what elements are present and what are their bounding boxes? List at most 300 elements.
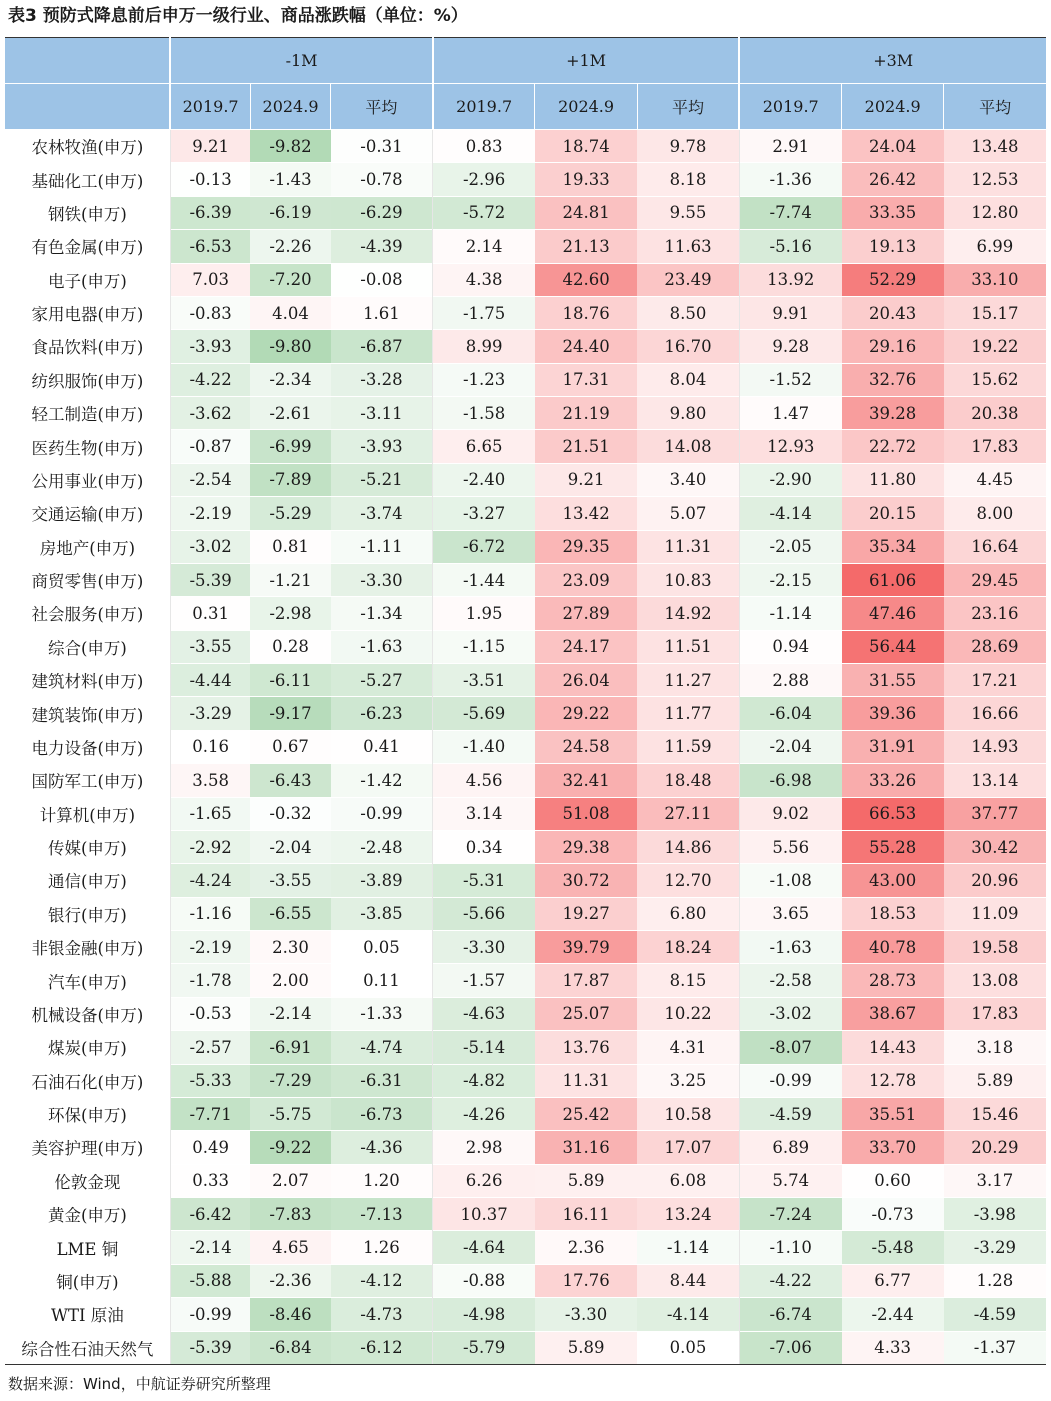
row-label: 国防军工(申万) — [5, 764, 170, 797]
value-cell: 11.51 — [637, 630, 739, 663]
row-label: 银行(申万) — [5, 897, 170, 930]
value-cell: 24.81 — [535, 196, 637, 229]
returns-table — [5, 37, 1046, 1365]
value-cell: -3.29 — [944, 1231, 1046, 1264]
table-row — [5, 196, 1046, 229]
value-cell: -6.19 — [250, 196, 330, 229]
value-cell: 16.64 — [944, 530, 1046, 563]
value-cell: -6.74 — [739, 1298, 841, 1331]
value-cell: -2.58 — [739, 964, 841, 997]
value-cell: 33.26 — [842, 764, 944, 797]
table-row — [5, 563, 1046, 596]
value-cell: -2.19 — [170, 497, 250, 530]
value-cell: -2.04 — [739, 730, 841, 763]
table-row — [5, 463, 1046, 496]
value-cell: 14.08 — [637, 430, 739, 463]
row-label: WTI 原油 — [5, 1298, 170, 1331]
value-cell: 33.35 — [842, 196, 944, 229]
value-cell: -6.53 — [170, 230, 250, 263]
value-cell: -2.98 — [250, 597, 330, 630]
value-cell: 12.78 — [842, 1064, 944, 1097]
value-cell: -6.39 — [170, 196, 250, 229]
value-cell: -1.34 — [331, 597, 433, 630]
row-label: 煤炭(申万) — [5, 1031, 170, 1064]
value-cell: -1.65 — [170, 797, 250, 830]
value-cell: 6.89 — [739, 1131, 841, 1164]
value-cell: 3.40 — [637, 463, 739, 496]
value-cell: 19.58 — [944, 931, 1046, 964]
value-cell: 2.30 — [250, 931, 330, 964]
value-cell: 39.79 — [535, 931, 637, 964]
value-cell: 10.37 — [433, 1198, 535, 1231]
value-cell: -3.85 — [331, 897, 433, 930]
table-row — [5, 397, 1046, 430]
value-cell: 0.28 — [250, 630, 330, 663]
value-cell: 1.47 — [739, 397, 841, 430]
value-cell: 13.48 — [944, 130, 1046, 163]
value-cell: 61.06 — [842, 563, 944, 596]
value-cell: -4.73 — [331, 1298, 433, 1331]
table-row — [5, 664, 1046, 697]
value-cell: 4.31 — [637, 1031, 739, 1064]
value-cell: 24.40 — [535, 330, 637, 363]
table-row — [5, 330, 1046, 363]
value-cell: 17.21 — [944, 664, 1046, 697]
value-cell: -6.31 — [331, 1064, 433, 1097]
value-cell: -1.63 — [739, 931, 841, 964]
value-cell: -5.33 — [170, 1064, 250, 1097]
row-label: 家用电器(申万) — [5, 296, 170, 329]
value-cell: -0.99 — [170, 1298, 250, 1331]
value-cell: 21.51 — [535, 430, 637, 463]
value-cell: -2.96 — [433, 163, 535, 196]
value-cell: 0.16 — [170, 730, 250, 763]
value-cell: 3.58 — [170, 764, 250, 797]
value-cell: -9.22 — [250, 1131, 330, 1164]
value-cell: -1.33 — [331, 997, 433, 1030]
value-cell: -7.29 — [250, 1064, 330, 1097]
group-header-plus-3m: +3M — [739, 38, 1046, 84]
value-cell: -4.26 — [433, 1097, 535, 1130]
value-cell: -2.05 — [739, 530, 841, 563]
table-row — [5, 1031, 1046, 1064]
row-label: 食品饮料(申万) — [5, 330, 170, 363]
row-label: 通信(申万) — [5, 864, 170, 897]
sub-header: 2024.9 — [250, 84, 330, 130]
value-cell: 6.65 — [433, 430, 535, 463]
table-row — [5, 964, 1046, 997]
value-cell: 19.13 — [842, 230, 944, 263]
value-cell: 42.60 — [535, 263, 637, 296]
row-label: 综合性石油天然气 — [5, 1331, 170, 1365]
value-cell: -2.04 — [250, 830, 330, 863]
table-row — [5, 630, 1046, 663]
value-cell: 0.49 — [170, 1131, 250, 1164]
value-cell: 30.42 — [944, 830, 1046, 863]
value-cell: 17.87 — [535, 964, 637, 997]
value-cell: 11.80 — [842, 463, 944, 496]
value-cell: 24.58 — [535, 730, 637, 763]
value-cell: 28.69 — [944, 630, 1046, 663]
row-label: 房地产(申万) — [5, 530, 170, 563]
row-label: 钢铁(申万) — [5, 196, 170, 229]
value-cell: 14.43 — [842, 1031, 944, 1064]
value-cell: 19.33 — [535, 163, 637, 196]
value-cell: -2.61 — [250, 397, 330, 430]
value-cell: 0.83 — [433, 130, 535, 163]
table-row — [5, 1164, 1046, 1197]
value-cell: -3.02 — [170, 530, 250, 563]
value-cell: 13.92 — [739, 263, 841, 296]
row-label: 机械设备(申万) — [5, 997, 170, 1030]
group-header-row — [5, 38, 1046, 84]
value-cell: -4.44 — [170, 664, 250, 697]
value-cell: -4.22 — [739, 1264, 841, 1297]
value-cell: 27.11 — [637, 797, 739, 830]
value-cell: -5.88 — [170, 1264, 250, 1297]
value-cell: -7.06 — [739, 1331, 841, 1365]
value-cell: -4.64 — [433, 1231, 535, 1264]
value-cell: 0.31 — [170, 597, 250, 630]
value-cell: -6.11 — [250, 664, 330, 697]
sub-header: 2024.9 — [535, 84, 637, 130]
value-cell: 18.74 — [535, 130, 637, 163]
value-cell: 26.04 — [535, 664, 637, 697]
value-cell: 16.11 — [535, 1198, 637, 1231]
value-cell: 33.70 — [842, 1131, 944, 1164]
value-cell: 10.58 — [637, 1097, 739, 1130]
value-cell: -5.66 — [433, 897, 535, 930]
group-header-minus-1m: -1M — [170, 38, 433, 84]
value-cell: -9.82 — [250, 130, 330, 163]
value-cell: 10.22 — [637, 997, 739, 1030]
value-cell: 17.31 — [535, 363, 637, 396]
value-cell: 15.46 — [944, 1097, 1046, 1130]
value-cell: 33.10 — [944, 263, 1046, 296]
row-label: 传媒(申万) — [5, 830, 170, 863]
value-cell: -6.29 — [331, 196, 433, 229]
value-cell: -3.93 — [331, 430, 433, 463]
value-cell: 5.89 — [944, 1064, 1046, 1097]
table-row — [5, 864, 1046, 897]
value-cell: -3.27 — [433, 497, 535, 530]
value-cell: 52.29 — [842, 263, 944, 296]
value-cell: 2.07 — [250, 1164, 330, 1197]
value-cell: 11.63 — [637, 230, 739, 263]
value-cell: 2.00 — [250, 964, 330, 997]
value-cell: -0.13 — [170, 163, 250, 196]
value-cell: -3.30 — [331, 563, 433, 596]
value-cell: -1.10 — [739, 1231, 841, 1264]
value-cell: 5.07 — [637, 497, 739, 530]
value-cell: -3.98 — [944, 1198, 1046, 1231]
row-label: 美容护理(申万) — [5, 1131, 170, 1164]
table-row — [5, 897, 1046, 930]
group-header-plus-1m: +1M — [433, 38, 740, 84]
value-cell: 25.42 — [535, 1097, 637, 1130]
value-cell: 37.77 — [944, 797, 1046, 830]
value-cell: 28.73 — [842, 964, 944, 997]
value-cell: 8.18 — [637, 163, 739, 196]
row-label: 农林牧渔(申万) — [5, 130, 170, 163]
value-cell: 5.56 — [739, 830, 841, 863]
value-cell: -1.15 — [433, 630, 535, 663]
value-cell: -8.46 — [250, 1298, 330, 1331]
table-row — [5, 1097, 1046, 1130]
value-cell: 11.59 — [637, 730, 739, 763]
value-cell: -4.22 — [170, 363, 250, 396]
value-cell: 9.91 — [739, 296, 841, 329]
value-cell: 13.76 — [535, 1031, 637, 1064]
value-cell: 3.18 — [944, 1031, 1046, 1064]
table-row — [5, 997, 1046, 1030]
value-cell: -1.78 — [170, 964, 250, 997]
value-cell: -1.43 — [250, 163, 330, 196]
sub-header: 2024.9 — [842, 84, 944, 130]
value-cell: -1.44 — [433, 563, 535, 596]
value-cell: 2.36 — [535, 1231, 637, 1264]
value-cell: -5.29 — [250, 497, 330, 530]
value-cell: 12.70 — [637, 864, 739, 897]
value-cell: -5.72 — [433, 196, 535, 229]
value-cell: -4.24 — [170, 864, 250, 897]
value-cell: -3.30 — [433, 931, 535, 964]
row-label: 电力设备(申万) — [5, 730, 170, 763]
value-cell: 0.94 — [739, 630, 841, 663]
table-row — [5, 363, 1046, 396]
table-row — [5, 1231, 1046, 1264]
value-cell: 8.99 — [433, 330, 535, 363]
table-row — [5, 797, 1046, 830]
value-cell: 13.24 — [637, 1198, 739, 1231]
value-cell: 0.05 — [331, 931, 433, 964]
value-cell: 35.51 — [842, 1097, 944, 1130]
value-cell: -7.89 — [250, 463, 330, 496]
value-cell: -3.28 — [331, 363, 433, 396]
value-cell: 17.83 — [944, 430, 1046, 463]
value-cell: 51.08 — [535, 797, 637, 830]
value-cell: 6.80 — [637, 897, 739, 930]
corner-cell — [5, 38, 170, 84]
value-cell: 4.56 — [433, 764, 535, 797]
value-cell: 32.76 — [842, 363, 944, 396]
value-cell: 6.99 — [944, 230, 1046, 263]
value-cell: -5.21 — [331, 463, 433, 496]
value-cell: 1.95 — [433, 597, 535, 630]
value-cell: 11.09 — [944, 897, 1046, 930]
value-cell: -3.55 — [250, 864, 330, 897]
row-label: 铜(申万) — [5, 1264, 170, 1297]
value-cell: 29.35 — [535, 530, 637, 563]
value-cell: -2.92 — [170, 830, 250, 863]
row-label: 石油石化(申万) — [5, 1064, 170, 1097]
value-cell: 13.14 — [944, 764, 1046, 797]
value-cell: -4.14 — [739, 497, 841, 530]
table-row — [5, 730, 1046, 763]
value-cell: 0.67 — [250, 730, 330, 763]
row-label: 轻工制造(申万) — [5, 397, 170, 430]
value-cell: -3.93 — [170, 330, 250, 363]
value-cell: -7.83 — [250, 1198, 330, 1231]
value-cell: 11.77 — [637, 697, 739, 730]
value-cell: 9.80 — [637, 397, 739, 430]
value-cell: -5.27 — [331, 664, 433, 697]
value-cell: -2.15 — [739, 563, 841, 596]
value-cell: -6.99 — [250, 430, 330, 463]
value-cell: 20.29 — [944, 1131, 1046, 1164]
value-cell: -0.99 — [739, 1064, 841, 1097]
value-cell: -4.98 — [433, 1298, 535, 1331]
value-cell: -0.08 — [331, 263, 433, 296]
value-cell: 8.15 — [637, 964, 739, 997]
value-cell: -1.52 — [739, 363, 841, 396]
value-cell: 31.55 — [842, 664, 944, 697]
value-cell: 47.46 — [842, 597, 944, 630]
value-cell: -1.11 — [331, 530, 433, 563]
value-cell: -1.42 — [331, 764, 433, 797]
value-cell: -4.59 — [739, 1097, 841, 1130]
value-cell: 18.24 — [637, 931, 739, 964]
value-cell: 18.53 — [842, 897, 944, 930]
value-cell: -2.36 — [250, 1264, 330, 1297]
value-cell: -2.54 — [170, 463, 250, 496]
value-cell: 39.36 — [842, 697, 944, 730]
value-cell: 6.77 — [842, 1264, 944, 1297]
value-cell: -0.87 — [170, 430, 250, 463]
value-cell: 4.38 — [433, 263, 535, 296]
value-cell: 3.65 — [739, 897, 841, 930]
row-label: 汽车(申万) — [5, 964, 170, 997]
value-cell: -6.55 — [250, 897, 330, 930]
value-cell: -4.36 — [331, 1131, 433, 1164]
table-row — [5, 1264, 1046, 1297]
value-cell: 24.17 — [535, 630, 637, 663]
value-cell: 4.65 — [250, 1231, 330, 1264]
value-cell: -4.39 — [331, 230, 433, 263]
value-cell: -4.12 — [331, 1264, 433, 1297]
value-cell: -2.48 — [331, 830, 433, 863]
value-cell: 17.07 — [637, 1131, 739, 1164]
value-cell: 2.91 — [739, 130, 841, 163]
table-row — [5, 1298, 1046, 1331]
value-cell: 20.96 — [944, 864, 1046, 897]
value-cell: -5.75 — [250, 1097, 330, 1130]
value-cell: 20.15 — [842, 497, 944, 530]
value-cell: -1.36 — [739, 163, 841, 196]
value-cell: 20.38 — [944, 397, 1046, 430]
table-row — [5, 764, 1046, 797]
row-label: 有色金属(申万) — [5, 230, 170, 263]
value-cell: 38.67 — [842, 997, 944, 1030]
value-cell: 3.17 — [944, 1164, 1046, 1197]
value-cell: 9.02 — [739, 797, 841, 830]
value-cell: 8.04 — [637, 363, 739, 396]
value-cell: -1.57 — [433, 964, 535, 997]
value-cell: -1.37 — [944, 1331, 1046, 1365]
value-cell: -5.69 — [433, 697, 535, 730]
table-row — [5, 530, 1046, 563]
value-cell: -3.30 — [535, 1298, 637, 1331]
value-cell: -0.32 — [250, 797, 330, 830]
value-cell: 1.28 — [944, 1264, 1046, 1297]
table-row — [5, 830, 1046, 863]
value-cell: -5.39 — [170, 1331, 250, 1365]
value-cell: 21.13 — [535, 230, 637, 263]
value-cell: -4.63 — [433, 997, 535, 1030]
value-cell: 35.34 — [842, 530, 944, 563]
value-cell: 5.89 — [535, 1164, 637, 1197]
value-cell: 9.78 — [637, 130, 739, 163]
row-label: 公用事业(申万) — [5, 463, 170, 496]
table-row — [5, 163, 1046, 196]
value-cell: -1.40 — [433, 730, 535, 763]
value-cell: 7.03 — [170, 263, 250, 296]
value-cell: 17.83 — [944, 997, 1046, 1030]
table-row — [5, 296, 1046, 329]
table-row — [5, 430, 1046, 463]
value-cell: -6.12 — [331, 1331, 433, 1365]
value-cell: 13.08 — [944, 964, 1046, 997]
value-cell: -1.21 — [250, 563, 330, 596]
value-cell: 5.89 — [535, 1331, 637, 1365]
value-cell: -3.55 — [170, 630, 250, 663]
value-cell: -3.11 — [331, 397, 433, 430]
row-label: 综合(申万) — [5, 630, 170, 663]
value-cell: -7.13 — [331, 1198, 433, 1231]
value-cell: -6.98 — [739, 764, 841, 797]
value-cell: -2.90 — [739, 463, 841, 496]
value-cell: -5.16 — [739, 230, 841, 263]
row-label: 基础化工(申万) — [5, 163, 170, 196]
row-label: 商贸零售(申万) — [5, 563, 170, 596]
value-cell: -1.08 — [739, 864, 841, 897]
value-cell: 29.16 — [842, 330, 944, 363]
value-cell: -2.14 — [170, 1231, 250, 1264]
value-cell: 14.92 — [637, 597, 739, 630]
value-cell: -5.14 — [433, 1031, 535, 1064]
row-label: 黄金(申万) — [5, 1198, 170, 1231]
row-label: 计算机(申万) — [5, 797, 170, 830]
value-cell: -3.74 — [331, 497, 433, 530]
value-cell: 29.22 — [535, 697, 637, 730]
value-cell: -0.53 — [170, 997, 250, 1030]
value-cell: 6.26 — [433, 1164, 535, 1197]
value-cell: 8.50 — [637, 296, 739, 329]
value-cell: 2.14 — [433, 230, 535, 263]
value-cell: 31.91 — [842, 730, 944, 763]
value-cell: -1.63 — [331, 630, 433, 663]
value-cell: -2.26 — [250, 230, 330, 263]
row-label: 环保(申万) — [5, 1097, 170, 1130]
value-cell: -6.04 — [739, 697, 841, 730]
value-cell: -3.62 — [170, 397, 250, 430]
value-cell: -0.78 — [331, 163, 433, 196]
value-cell: 0.60 — [842, 1164, 944, 1197]
sub-header: 2019.7 — [433, 84, 535, 130]
sub-header-row — [5, 84, 1046, 130]
row-label: 电子(申万) — [5, 263, 170, 296]
table-row — [5, 697, 1046, 730]
value-cell: 55.28 — [842, 830, 944, 863]
value-cell: -1.23 — [433, 363, 535, 396]
value-cell: 5.74 — [739, 1164, 841, 1197]
value-cell: 66.53 — [842, 797, 944, 830]
value-cell: 3.14 — [433, 797, 535, 830]
source-note: 数据来源：Wind，中航证券研究所整理 — [8, 1375, 271, 1393]
value-cell: -9.17 — [250, 697, 330, 730]
value-cell: 1.20 — [331, 1164, 433, 1197]
value-cell: -6.87 — [331, 330, 433, 363]
